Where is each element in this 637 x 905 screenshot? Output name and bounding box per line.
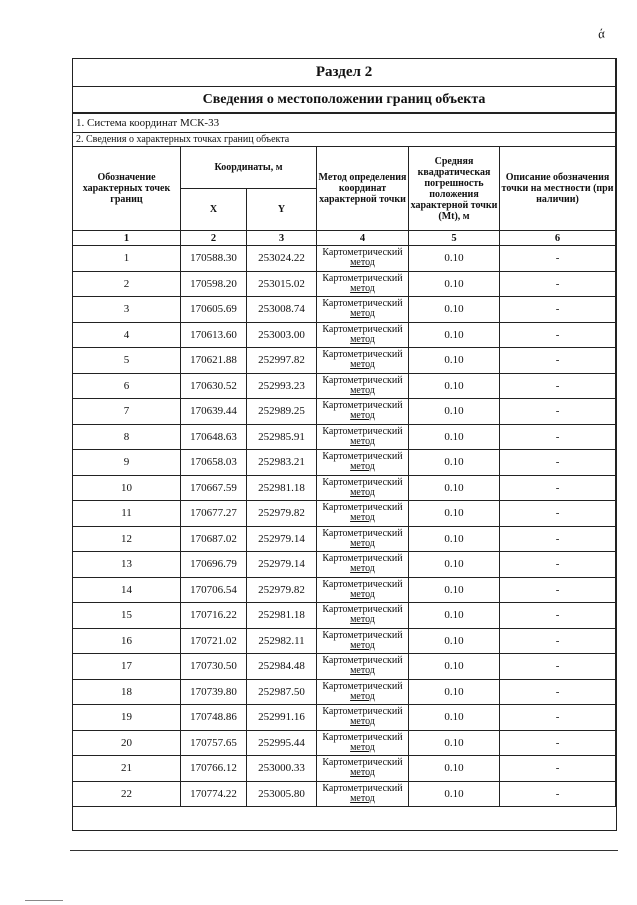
point-number: 10 <box>73 475 181 501</box>
description-value: - <box>500 577 616 603</box>
description-value: - <box>500 552 616 578</box>
method-line: метод <box>350 767 375 779</box>
column-number: 4 <box>317 231 409 246</box>
method-value <box>317 526 409 552</box>
column-number: 6 <box>500 231 616 246</box>
coord-x: 170766.12 <box>181 756 247 782</box>
coord-y: 253000.33 <box>247 756 317 782</box>
method-line: Картометрический <box>322 782 403 794</box>
header-x: X <box>181 189 247 231</box>
accuracy-value: 0.10 <box>409 577 500 603</box>
coord-y: 253015.02 <box>247 271 317 297</box>
description-value: - <box>500 756 616 782</box>
coord-x: 170774.22 <box>181 781 247 807</box>
point-number: 3 <box>73 297 181 323</box>
method-value <box>317 399 409 425</box>
table-row <box>73 271 616 297</box>
coord-y: 252995.44 <box>247 730 317 756</box>
accuracy-value: 0.10 <box>409 246 500 272</box>
footer-short-rule <box>25 900 63 901</box>
method-line: метод <box>350 792 375 804</box>
accuracy-value: 0.10 <box>409 373 500 399</box>
description-value: - <box>500 348 616 374</box>
method-value <box>317 781 409 807</box>
point-number: 5 <box>73 348 181 374</box>
point-number: 6 <box>73 373 181 399</box>
table-row <box>73 730 616 756</box>
section-title: Раздел 2 <box>73 59 616 87</box>
method-line: Картометрический <box>322 604 403 616</box>
point-number: 2 <box>73 271 181 297</box>
method-value <box>317 348 409 374</box>
point-number: 9 <box>73 450 181 476</box>
point-number: 20 <box>73 730 181 756</box>
method-value <box>317 603 409 629</box>
coord-y: 252979.82 <box>247 577 317 603</box>
method-value <box>317 373 409 399</box>
method-line: метод <box>350 410 375 422</box>
table-row <box>73 348 616 374</box>
method-line: Картометрический <box>322 578 403 590</box>
points-title: 2. Сведения о характерных точках границ объекта <box>73 133 616 147</box>
coord-y: 252979.14 <box>247 526 317 552</box>
method-line: метод <box>350 282 375 294</box>
column-number: 5 <box>409 231 500 246</box>
method-line: Картометрический <box>322 502 403 514</box>
method-value <box>317 577 409 603</box>
coord-y: 252985.91 <box>247 424 317 450</box>
point-number: 15 <box>73 603 181 629</box>
method-value <box>317 297 409 323</box>
table-row <box>73 246 616 272</box>
accuracy-value: 0.10 <box>409 628 500 654</box>
method-line: метод <box>350 461 375 473</box>
accuracy-value: 0.10 <box>409 399 500 425</box>
method-line: метод <box>350 690 375 702</box>
table-row <box>73 475 616 501</box>
method-value <box>317 450 409 476</box>
method-value <box>317 271 409 297</box>
method-line: Картометрический <box>322 425 403 437</box>
description-value: - <box>500 246 616 272</box>
accuracy-value: 0.10 <box>409 424 500 450</box>
method-line: метод <box>350 741 375 753</box>
point-number: 22 <box>73 781 181 807</box>
point-number: 7 <box>73 399 181 425</box>
coord-y: 252993.23 <box>247 373 317 399</box>
table-row <box>73 399 616 425</box>
coord-y: 252981.18 <box>247 475 317 501</box>
method-line: метод <box>350 588 375 600</box>
description-value: - <box>500 373 616 399</box>
table-row <box>73 705 616 731</box>
accuracy-value: 0.10 <box>409 297 500 323</box>
method-line: Картометрический <box>322 527 403 539</box>
table-row <box>73 628 616 654</box>
method-value <box>317 730 409 756</box>
coord-x: 170613.60 <box>181 322 247 348</box>
method-line: Картометрический <box>322 323 403 335</box>
coord-x: 170757.65 <box>181 730 247 756</box>
accuracy-value: 0.10 <box>409 756 500 782</box>
table-row <box>73 577 616 603</box>
table-row <box>73 603 616 629</box>
description-value: - <box>500 399 616 425</box>
accuracy-value: 0.10 <box>409 450 500 476</box>
coord-x: 170716.22 <box>181 603 247 629</box>
accuracy-value: 0.10 <box>409 348 500 374</box>
point-number: 14 <box>73 577 181 603</box>
method-line: метод <box>350 537 375 549</box>
coord-x: 170630.52 <box>181 373 247 399</box>
method-value <box>317 501 409 527</box>
point-number: 13 <box>73 552 181 578</box>
coord-y: 253024.22 <box>247 246 317 272</box>
accuracy-value: 0.10 <box>409 679 500 705</box>
accuracy-value: 0.10 <box>409 475 500 501</box>
method-line: Картометрический <box>322 451 403 463</box>
description-value: - <box>500 297 616 323</box>
accuracy-value: 0.10 <box>409 654 500 680</box>
header-coordinates: Координаты, м <box>181 147 317 189</box>
point-number: 16 <box>73 628 181 654</box>
method-line: Картометрический <box>322 706 403 718</box>
coord-x: 170677.27 <box>181 501 247 527</box>
table-row <box>73 501 616 527</box>
coord-x: 170648.63 <box>181 424 247 450</box>
method-line: метод <box>350 486 375 498</box>
point-number: 11 <box>73 501 181 527</box>
description-value: - <box>500 450 616 476</box>
method-line: метод <box>350 512 375 524</box>
method-value <box>317 654 409 680</box>
coord-x: 170588.30 <box>181 246 247 272</box>
point-number: 1 <box>73 246 181 272</box>
table-row <box>73 781 616 807</box>
accuracy-value: 0.10 <box>409 501 500 527</box>
method-value <box>317 424 409 450</box>
description-value: - <box>500 501 616 527</box>
point-number: 21 <box>73 756 181 782</box>
table-row <box>73 756 616 782</box>
method-line: метод <box>350 639 375 651</box>
method-line: метод <box>350 359 375 371</box>
table-row <box>73 526 616 552</box>
coord-x: 170739.80 <box>181 679 247 705</box>
method-line: метод <box>350 435 375 447</box>
method-line: метод <box>350 614 375 626</box>
method-line: Картометрический <box>322 374 403 386</box>
accuracy-value: 0.10 <box>409 271 500 297</box>
method-line: Картометрический <box>322 655 403 667</box>
method-line: Картометрический <box>322 298 403 310</box>
coord-y: 252979.82 <box>247 501 317 527</box>
method-line: Картометрический <box>322 272 403 284</box>
coord-y: 252997.82 <box>247 348 317 374</box>
coord-y: 253008.74 <box>247 297 317 323</box>
description-value: - <box>500 628 616 654</box>
point-number: 8 <box>73 424 181 450</box>
coord-y: 253003.00 <box>247 322 317 348</box>
table-row <box>73 297 616 323</box>
coord-x: 170696.79 <box>181 552 247 578</box>
header-method: Метод определения координат характерной точки <box>317 147 409 231</box>
point-number: 17 <box>73 654 181 680</box>
coord-y: 252991.16 <box>247 705 317 731</box>
method-line: Картометрический <box>322 731 403 743</box>
coord-y: 252989.25 <box>247 399 317 425</box>
description-value: - <box>500 730 616 756</box>
description-value: - <box>500 322 616 348</box>
accuracy-value: 0.10 <box>409 603 500 629</box>
method-line: Картометрический <box>322 476 403 488</box>
description-value: - <box>500 654 616 680</box>
coord-x: 170658.03 <box>181 450 247 476</box>
method-value <box>317 679 409 705</box>
header-point-designation: Обозначение характерных точек границ <box>73 147 181 231</box>
accuracy-value: 0.10 <box>409 552 500 578</box>
table-row <box>73 322 616 348</box>
method-line: метод <box>350 384 375 396</box>
coord-x: 170706.54 <box>181 577 247 603</box>
coord-x: 170687.02 <box>181 526 247 552</box>
method-line: метод <box>350 665 375 677</box>
coordinate-system: 1. Система координат МСК-33 <box>73 113 616 133</box>
table-row <box>73 679 616 705</box>
accuracy-value: 0.10 <box>409 322 500 348</box>
description-value: - <box>500 271 616 297</box>
coord-x: 170730.50 <box>181 654 247 680</box>
method-value <box>317 552 409 578</box>
method-line: Картометрический <box>322 629 403 641</box>
coord-y: 252983.21 <box>247 450 317 476</box>
table-row <box>73 450 616 476</box>
description-value: - <box>500 526 616 552</box>
point-number: 4 <box>73 322 181 348</box>
coord-x: 170605.69 <box>181 297 247 323</box>
point-number: 12 <box>73 526 181 552</box>
method-line: Картометрический <box>322 757 403 769</box>
description-value: - <box>500 781 616 807</box>
column-number: 1 <box>73 231 181 246</box>
method-line: Картометрический <box>322 349 403 361</box>
coord-x: 170667.59 <box>181 475 247 501</box>
method-line: метод <box>350 333 375 345</box>
method-value <box>317 628 409 654</box>
coord-y: 252987.50 <box>247 679 317 705</box>
method-line: Картометрический <box>322 553 403 565</box>
header-y: Y <box>247 189 317 231</box>
coord-x: 170598.20 <box>181 271 247 297</box>
table-row <box>73 552 616 578</box>
method-line: метод <box>350 716 375 728</box>
coord-y: 252984.48 <box>247 654 317 680</box>
table-row <box>73 424 616 450</box>
description-value: - <box>500 475 616 501</box>
boundary-points-table <box>72 58 616 807</box>
accuracy-value: 0.10 <box>409 781 500 807</box>
description-value: - <box>500 705 616 731</box>
main-title: Сведения о местоположении границ объекта <box>73 87 616 114</box>
method-line: метод <box>350 308 375 320</box>
handwritten-mark: ά <box>596 25 607 42</box>
coord-x: 170748.86 <box>181 705 247 731</box>
method-value <box>317 756 409 782</box>
footer-rule <box>70 850 618 851</box>
coord-y: 252981.18 <box>247 603 317 629</box>
method-line: Картометрический <box>322 680 403 692</box>
accuracy-value: 0.10 <box>409 730 500 756</box>
method-value <box>317 475 409 501</box>
method-line: Картометрический <box>322 400 403 412</box>
header-accuracy: Средняя квадратическая погрешность положения характерной точки (Mt), м <box>409 147 500 231</box>
description-value: - <box>500 424 616 450</box>
point-number: 19 <box>73 705 181 731</box>
coord-y: 252982.11 <box>247 628 317 654</box>
coord-y: 253005.80 <box>247 781 317 807</box>
header-description: Описание обозначения точки на местности (при наличии) <box>500 147 616 231</box>
description-value: - <box>500 679 616 705</box>
accuracy-value: 0.10 <box>409 526 500 552</box>
method-line: метод <box>350 257 375 269</box>
method-line: Картометрический <box>322 247 403 259</box>
coord-x: 170639.44 <box>181 399 247 425</box>
coord-x: 170721.02 <box>181 628 247 654</box>
table-row <box>73 654 616 680</box>
point-number: 18 <box>73 679 181 705</box>
accuracy-value: 0.10 <box>409 705 500 731</box>
method-value <box>317 322 409 348</box>
method-value <box>317 705 409 731</box>
column-number: 3 <box>247 231 317 246</box>
method-line: метод <box>350 563 375 575</box>
column-number: 2 <box>181 231 247 246</box>
description-value: - <box>500 603 616 629</box>
coord-x: 170621.88 <box>181 348 247 374</box>
coord-y: 252979.14 <box>247 552 317 578</box>
method-value <box>317 246 409 272</box>
table-row <box>73 373 616 399</box>
